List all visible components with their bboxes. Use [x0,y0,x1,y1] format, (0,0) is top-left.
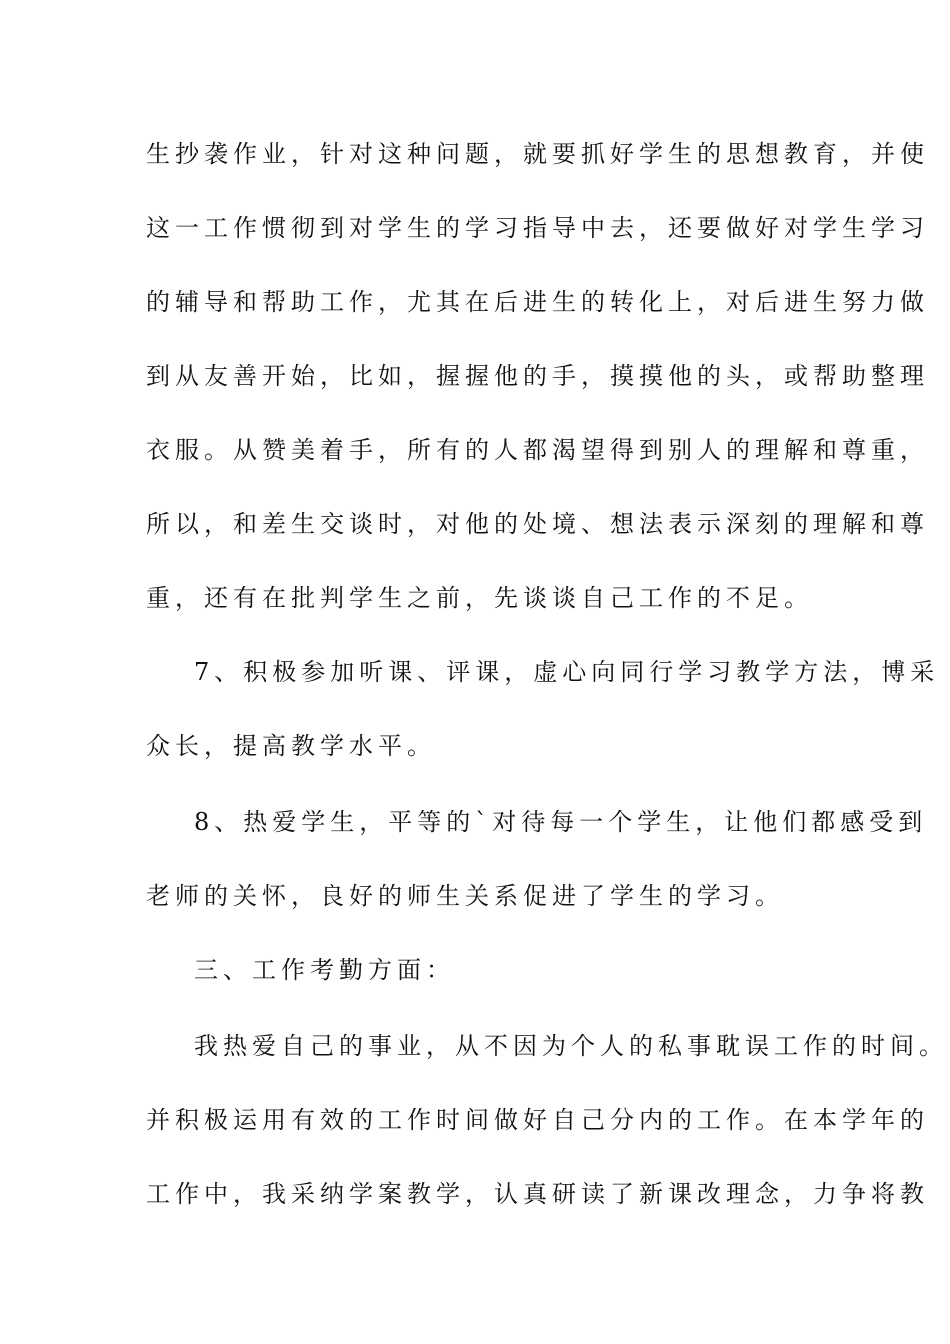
text-line: 衣服。从赞美着手，所有的人都渴望得到别人的理解和尊重， [146,436,929,464]
text-line: 工作中，我采纳学案教学，认真研读了新课改理念，力争将教 [146,1180,929,1208]
text-line: 的辅导和帮助工作，尤其在后进生的转化上，对后进生努力做 [146,288,929,316]
paragraph-item-8-line: 8、热爱学生，平等的`对待每一个学生，让他们都感受到 [194,808,928,836]
paragraph-line: 我热爱自己的事业，从不因为个人的私事耽误工作的时间。 [194,1032,948,1060]
text-line: 生抄袭作业，针对这种问题，就要抓好学生的思想教育，并使 [146,140,929,168]
text-line: 所以，和差生交谈时，对他的处境、想法表示深刻的理解和尊 [146,510,929,538]
text-line: 众长，提高教学水平。 [146,732,436,760]
section-heading: 三、工作考勤方面： [194,956,455,984]
text-line: 并积极运用有效的工作时间做好自己分内的工作。在本学年的 [146,1106,929,1134]
text-line: 到从友善开始，比如，握握他的手，摸摸他的头，或帮助整理 [146,362,929,390]
text-line: 这一工作惯彻到对学生的学习指导中去，还要做好对学生学习 [146,214,929,242]
paragraph-item-7-line: 7、积极参加听课、评课，虚心向同行学习教学方法，博采 [194,658,940,686]
text-line: 老师的关怀，良好的师生关系促进了学生的学习。 [146,882,784,910]
text-line: 重，还有在批判学生之前，先谈谈自己工作的不足。 [146,584,813,612]
